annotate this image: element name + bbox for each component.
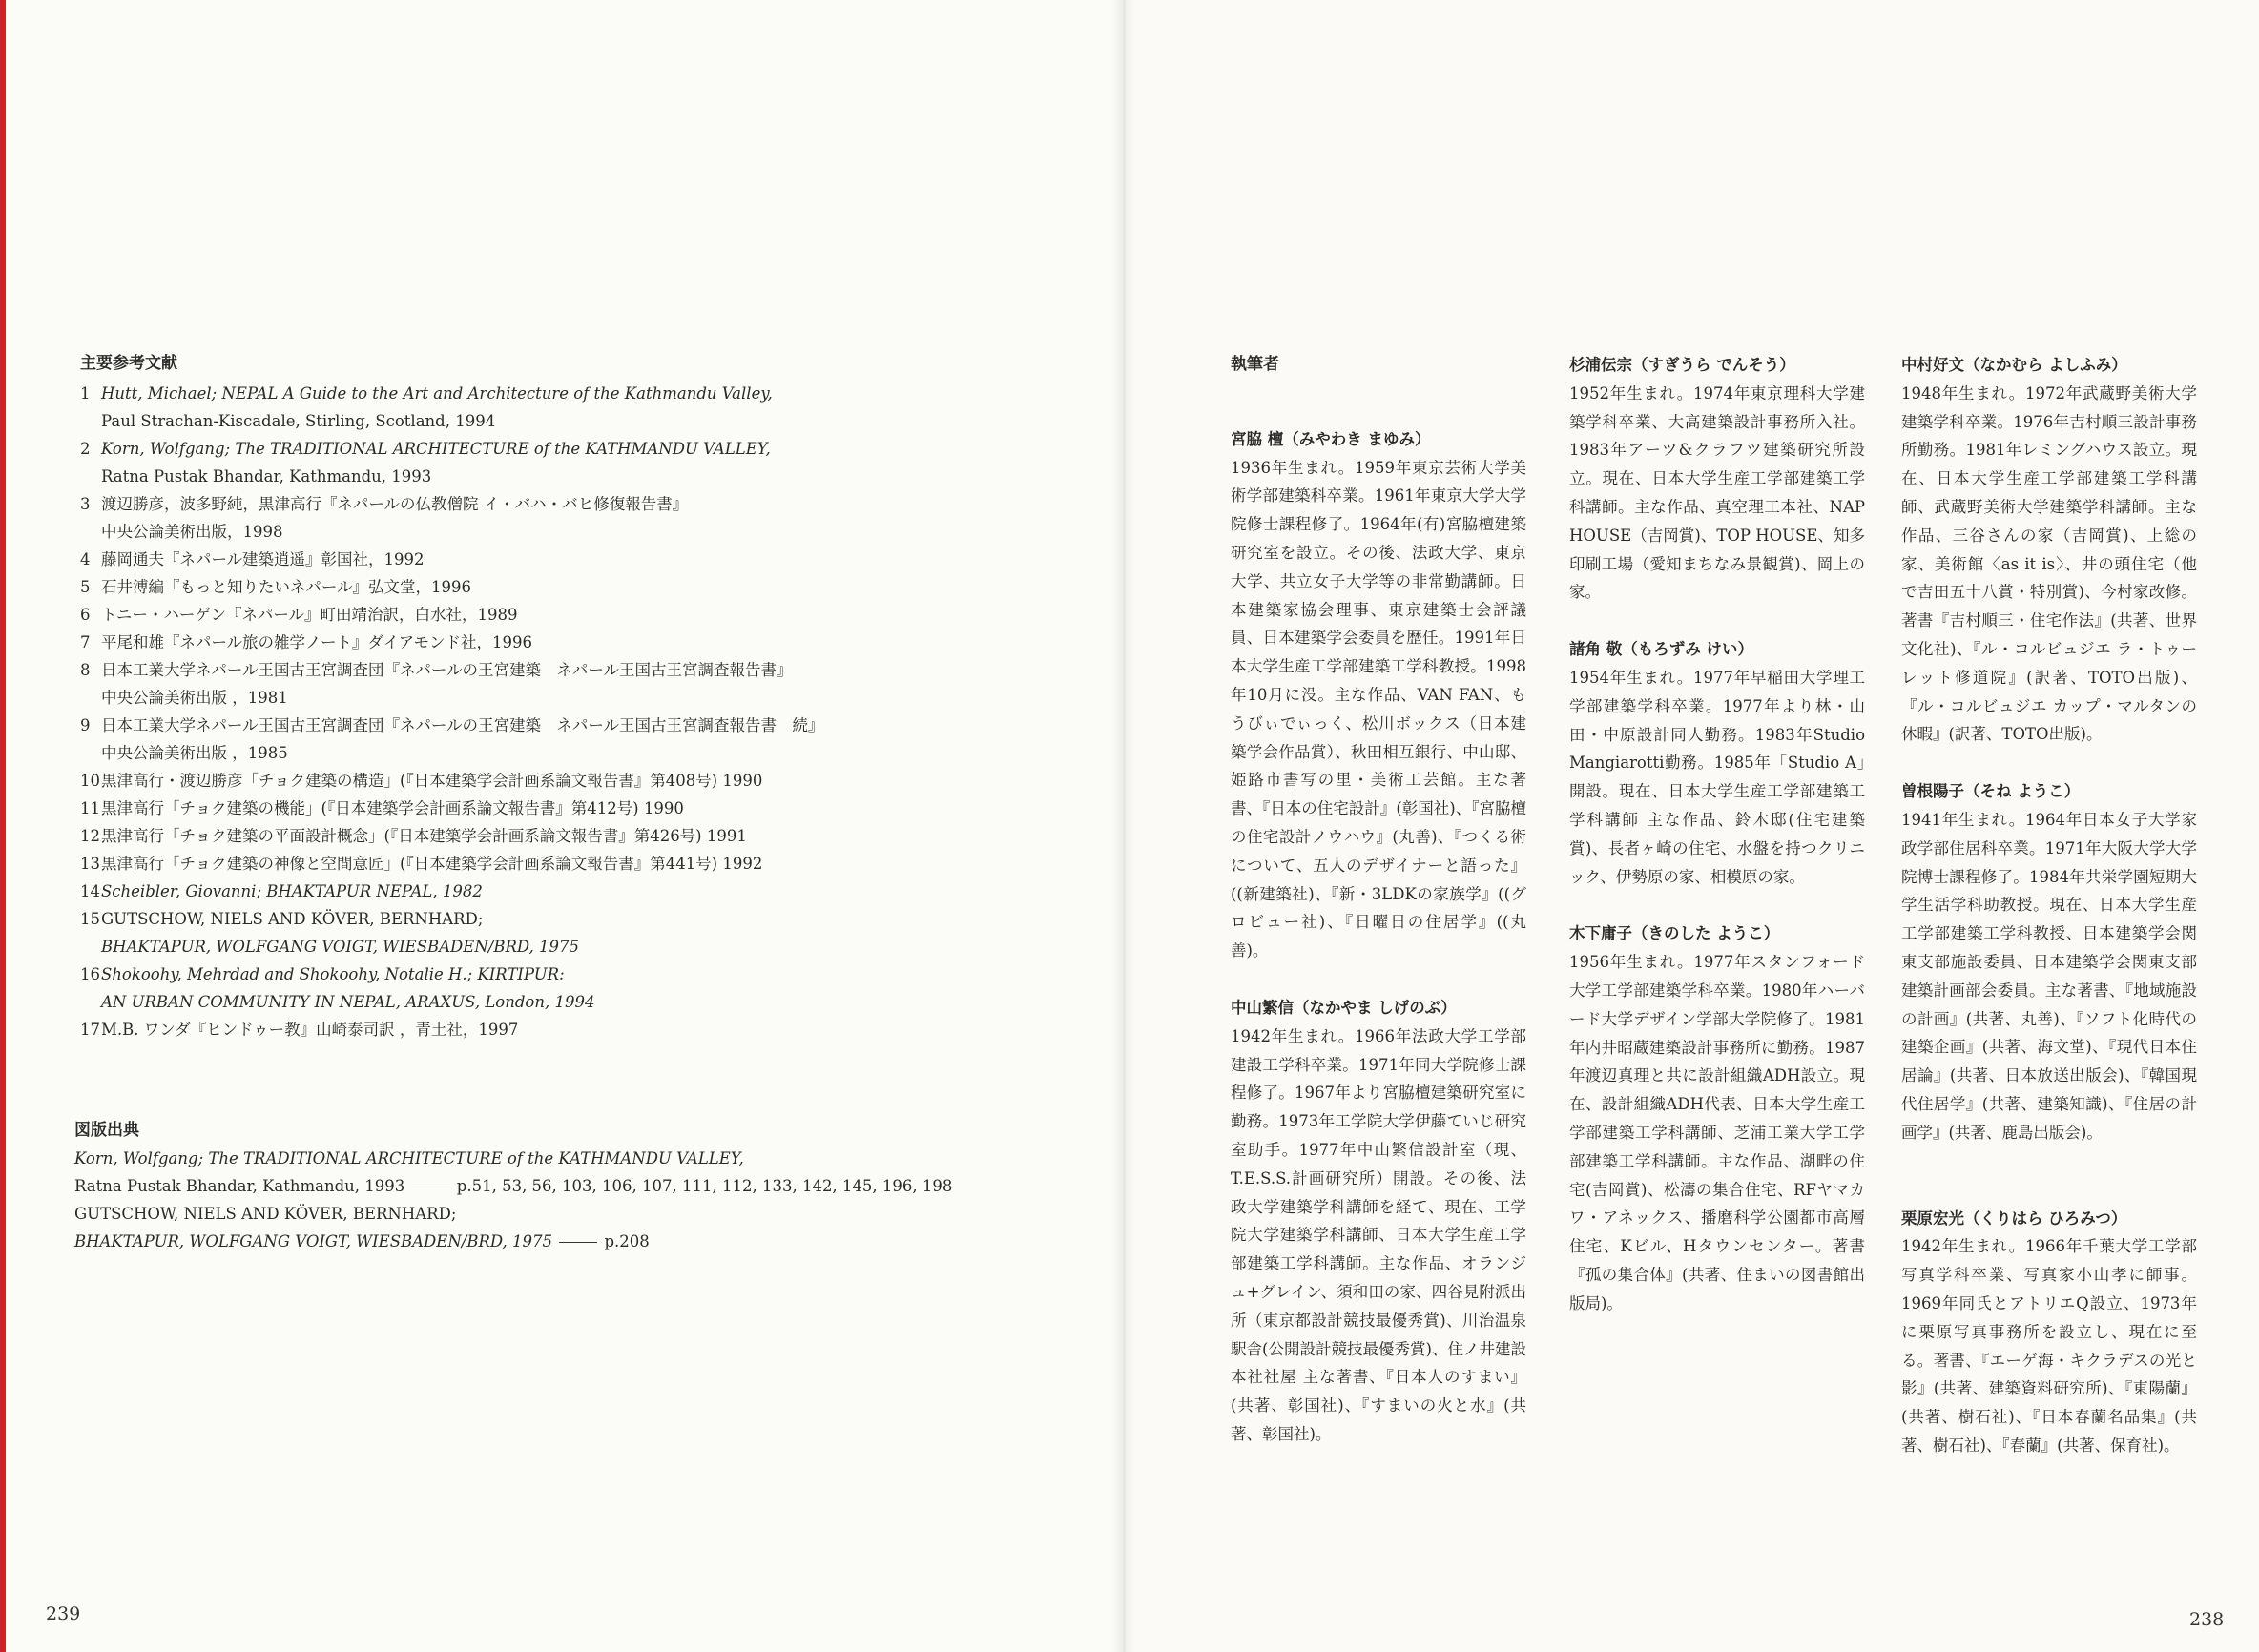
reference-line: Hutt, Michael; NEPAL A Guide to the Art and Architecture of the Kathmandu Valley, [101,384,773,403]
references-list [80,380,824,1043]
reference-number: 12 [80,827,100,845]
illustration-credits-heading: 図版出典 [74,1121,139,1140]
author-entry-nakamura [1901,351,2197,749]
reference-number: 10 [80,772,100,790]
author-bio: 1956年生まれ。1977年スタンフォード大学工学部建築学科卒業。1980年ハーバード大学デザイン学部大学院修了。1981年内井昭蔵建築設計事務所に勤務。1987年渡辺真理と共に設計組織ADH設立。現在、設計組織ADH代表、日本大学生産工学部建築工学科講師、芝浦工業大学工学部建築工学科講師。主な作品、湖畔の住宅(吉岡賞)、松濤の集合住宅、RFヤマカワ・アネックス、播磨科学公園都市高層住宅、Kビル、Hタウンセンター。著書『孤の集合体』(共著、住まいの図書館出版局)。 [1569,953,1865,1312]
reference-number: 9 [80,716,91,734]
dash-rule [559,1242,597,1243]
reference-line: 日本工業大学ネパール王国古王宮調査団『ネパールの王宮建築 ネパール王国古王宮調査報告書』 [101,661,793,679]
book-gutter [1112,0,1135,1652]
credit-line: Ratna Pustak Bhandar, Kathmandu, 1993 p.51, 53, 56, 103, 106, 107, 111, 112, 133, 142, 145, 196, 198 [74,1177,953,1195]
reference-line: 日本工業大学ネパール王国古王宮調査団『ネパールの王宮建築 ネパール王国古王宮調査報告書 続』 [101,716,824,734]
reference-number: 15 [80,910,100,928]
author-entry-kinoshita [1569,919,1865,1317]
reference-number: 1 [80,384,91,403]
page-number-left: 239 [46,1603,81,1624]
authors-column-1 [1231,351,1526,1477]
author-entry-sugiura [1569,351,1865,607]
reference-line: Korn, Wolfgang; The TRADITIONAL ARCHITECTURE of the KATHMANDU VALLEY, [101,440,771,458]
reference-number: 5 [80,578,91,596]
reference-number: 3 [80,495,91,513]
reference-item [80,878,824,905]
reference-line: Shokoohy, Mehrdad and Shokoohy, Notalie H.; KIRTIPUR: [101,965,565,983]
reference-number: 7 [80,633,91,651]
credit-line: Korn, Wolfgang; The TRADITIONAL ARCHITECTURE of the KATHMANDU VALLEY, [74,1149,744,1167]
author-name: 栗原宏光（くりはら ひろみつ） [1901,1208,2127,1228]
author-entry-kurihara [1901,1205,2197,1460]
reference-item [80,850,824,878]
reference-line: 藤岡通夫『ネパール建築逍遥』彰国社，1992 [101,550,425,568]
reference-number: 8 [80,661,91,679]
credit-line: GUTSCHOW, NIELS AND KÖVER, BERNHARD; [74,1205,457,1223]
author-entry-nakayama [1231,994,1526,1449]
reference-line: 平尾和雄『ネパール旅の雑学ノート』ダイアモンド社，1996 [101,633,533,651]
author-bio: 1948年生まれ。1972年武蔵野美術大学建築学科卒業。1976年吉村順三設計事務所勤務。1981年レミングハウス設立。現在、日本大学生産工学部建築工学科講師、武蔵野美術大学建築学科講師。主な作品、三谷さんの家（吉岡賞)、上総の家、美術館〈as it is〉、井の頭住宅（他で吉田五十八賞・特別賞)、今村家改修。著書『吉村順三・住宅作法』(共著、世界文化社)、『ル・コルビュジエ ラ・トゥーレット修道院』(訳著、TOTO出版)、『ル・コルビュジエ カップ・マルタンの休暇』(訳著、TOTO出版)。 [1901,383,2197,744]
reference-number: 14 [80,882,100,900]
reference-line: Scheibler, Giovanni; BHAKTAPUR NEPAL, 1982 [101,882,483,900]
reference-item [80,435,824,490]
reference-item [80,656,824,712]
reference-item [80,629,824,656]
author-entry-morozumi [1569,635,1865,891]
author-name: 中山繁信（なかやま しげのぶ） [1231,998,1457,1017]
reference-line: 黒津高行「チョク建築の機能」(『日本建築学会計画系論文報告書』第412号) 1990 [101,799,684,817]
reference-item [80,546,824,573]
reference-line: BHAKTAPUR, WOLFGANG VOIGT, WIESBADEN/BRD, 1975 [101,938,579,956]
reference-line: 中央公論美術出版 ，1981 [101,689,288,707]
illustration-credits [74,1145,952,1255]
reference-line: 中央公論美術出版 ，1985 [101,744,288,762]
left-page [0,0,1124,1652]
reference-number: 13 [80,855,100,873]
reference-number: 11 [80,799,100,817]
author-bio: 1942年生まれ。1966年千葉大学工学部写真学科卒業、写真家小山孝に師事。1969年同氏とアトリエQ設立、1973年に栗原写真事務所を設立し、現在に至る。著書、『エーゲ海・キクラデスの光と影』(共著、建築資料研究所)、『東陽蘭』(共著、樹石社)、『日本春蘭名品集』(共著、樹石社)、『春蘭』(共著、保育社)。 [1901,1237,2197,1455]
reference-line: 渡辺勝彦，波多野純，黒津高行『ネパールの仏教僧院 イ・バハ・バヒ修復報告書』 [101,495,689,513]
references-heading: 主要参考文献 [80,354,177,373]
reference-item [80,795,824,822]
authors-column-2 [1569,351,1865,1347]
reference-number: 17 [80,1021,100,1039]
author-bio: 1936年生まれ。1959年東京芸術大学美術学部建築科卒業。1961年東京大学大学院修士課程修了。1964年(有)宮脇檀建築研究室を設立。その後、法政大学、東京大学、共立女子大学等の非常勤講師。日本建築家協会理事、東京建築士会評議員、日本建築学会委員を歴任。1991年日本大学生産工学部建築工学科教授。1998年10月に没。主な作品、VAN FAN、もうびぃでぃっく、松川ボックス（日本建築学会作品賞）、秋田相互銀行、中山邸、姫路市書写の里・美術工芸館。主な著書、『日本の住宅設計』(彰国社)、『宮脇檀の住宅設計ノウハウ』(丸善)、『つくる術について、五人のデザイナーと語った』((新建築社)、『新・3LDKの家族学』((グロビュー社)、『日曜日の住居学』((丸善)。 [1231,458,1526,960]
reference-line: 中央公論美術出版，1998 [101,523,283,541]
author-bio: 1941年生まれ。1964年日本女子大学家政学部住居科卒業。1971年大阪大学大学院博士課程修了。1984年共栄学園短期大学生活学科助教授。現在、日本大学生産工学部建築工学科教授、日本建築学会関東支部施設委員、日本建築学会関東支部建築計画部会委員。主な著書、『地域施設の計画』(共著、丸善)、『ソフト化時代の建築企画』(共著、海文堂)、『現代日本住居論』(共著、日本放送出版会)、『韓国現代住居学』(共著、建築知識)、『住居の計画学』(共著、鹿島出版会)。 [1901,810,2197,1142]
reference-line: M.B. ワンダ『ヒンドゥー教』山崎泰司訳 ，青土社，1997 [101,1021,519,1039]
reference-item [80,490,824,546]
author-name: 宮脇 檀（みやわき まゆみ） [1231,429,1431,448]
reference-item [80,380,824,435]
authors-column-3 [1901,351,2197,1489]
reference-item [80,960,824,1016]
authors-heading: 執筆者 [1231,355,1279,374]
reference-line: トニー・ハーゲン『ネパール』町田靖治訳，白水社，1989 [101,606,518,624]
reference-item [80,601,824,629]
reference-item [80,767,824,795]
author-name: 中村好文（なかむら よしふみ） [1901,356,2127,374]
author-name: 杉浦伝宗（すぎうら でんそう） [1569,356,1795,374]
reference-item [80,822,824,850]
reference-item [80,905,824,960]
reference-number: 4 [80,550,91,568]
author-name: 木下庸子（きのした ようこ） [1569,924,1780,943]
credit-line: BHAKTAPUR, WOLFGANG VOIGT, WIESBADEN/BRD, 1975 p.208 [74,1232,650,1250]
author-bio: 1942年生まれ。1966年法政大学工学部建設工学科卒業。1971年同大学院修士課程修了。1967年より宮脇檀建築研究室に勤務。1973年工学院大学伊藤ていじ研究室助手。1977年中山繁信設計室（現、T.E.S.S.計画研究所）開設。その後、法政大学建築学科講師を経て、現在、工学院大学建築学科講師、日本大学生産工学部建築工学科講師。主な作品、オランジュ+グレイン、須和田の家、四谷見附派出所（東京都設計競技最優秀賞)、川治温泉駅舎(公開設計競技最優秀賞)、住ノ井建設本社社屋 主な著書、『日本人のすまい』(共著、彰国社)、『すまいの火と水』(共著、彰国社)。 [1231,1026,1526,1443]
reference-item [80,573,824,601]
page-number-right: 238 [2189,1609,2225,1630]
author-entry-sone [1901,777,2197,1146]
reference-line: 石井溥編『もっと知りたいネパール』弘文堂，1996 [101,578,471,596]
reference-line: 黒津高行「チョク建築の神像と空間意匠」(『日本建築学会計画系論文報告書』第441号) 1992 [101,855,763,873]
author-name: 諸角 敬（もろずみ けい） [1569,640,1753,659]
reference-number: 2 [80,440,91,458]
reference-line: AN URBAN COMMUNITY IN NEPAL, ARAXUS, London, 1994 [101,993,595,1011]
reference-item [80,712,824,767]
reference-line: 黒津高行・渡辺勝彦「チョク建築の構造」(『日本建築学会計画系論文報告書』第408号) 1990 [101,772,763,790]
author-bio: 1954年生まれ。1977年早稲田大学理工学部建築学科卒業。1977年より林・山田・中原設計同人勤務。1983年Studio Mangiarotti勤務。1985年「Studio A」開設。現在、日本大学生産工学部建築工学科講師 主な作品、鈴木邸(住宅建築賞)、長者ヶ崎の住宅、水盤を持つクリニック、伊勢原の家、相模原の家。 [1569,668,1865,886]
reference-line: 黒津高行「チョク建築の平面設計概念」(『日本建築学会計画系論文報告書』第426号) 1991 [101,827,747,845]
reference-line: GUTSCHOW, NIELS AND KÖVER, BERNHARD; [101,910,484,928]
reference-number: 6 [80,606,91,624]
author-bio: 1952年生まれ。1974年東京理科大学建築学科卒業、大高建築設計事務所入社。1983年アーツ&クラフツ建築研究所設立。現在、日本大学生産工学部建築工学科講師。主な作品、真空理工本社、NAP HOUSE（吉岡賞)、TOP HOUSE、知多印刷工場（愛知まちなみ景観賞)、岡上の家。 [1569,383,1865,602]
reference-line: Ratna Pustak Bhandar, Kathmandu, 1993 [101,467,432,485]
author-name: 曽根陽子（そね ようこ） [1901,782,2081,801]
reference-number: 16 [80,965,100,983]
author-entry-miyawaki [1231,425,1526,965]
reference-item [80,1016,824,1043]
reference-line: Paul Strachan-Kiscadale, Stirling, Scotland, 1994 [101,412,496,430]
